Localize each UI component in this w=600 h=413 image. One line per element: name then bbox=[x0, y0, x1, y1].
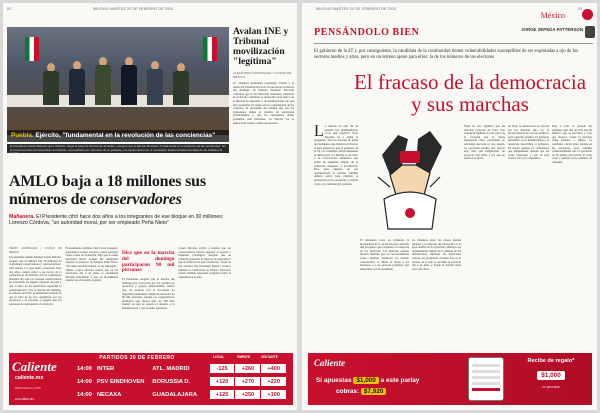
away-team: BORUSSIA D. bbox=[152, 378, 191, 385]
match-row[interactable] bbox=[77, 375, 287, 388]
odds-away[interactable]: +220 bbox=[261, 377, 286, 386]
folio-number: 02 bbox=[7, 7, 12, 11]
author-avatar bbox=[585, 26, 595, 38]
deck-lead: Mañanera. bbox=[9, 214, 35, 220]
drop-cap: L bbox=[314, 123, 324, 140]
bonus-label: Recibe de regalo* bbox=[527, 358, 575, 364]
parlay-line-1: Si apuestas $1,000 a este parlay bbox=[316, 377, 420, 384]
main-story-columns bbox=[9, 247, 231, 351]
folio-date: MILENIO MARTES 20 DE FEBRERO DE 2024 bbox=[93, 7, 174, 11]
ceremony-photo bbox=[7, 27, 229, 135]
story-column-1: PEDRO DOMÍNGUEZ / CIUDAD DE MÉXICO El presidente Andrés Manuel López Obrador aseguró que en México hay 18 millones de ciudadanos conservadores y 'aspiracionistas', cifra menor a la que había presentado hace dos años, cuando ubicó a ese sector de la población en 30 millones. En su conferencia matutina dijo que los votantes conservadores se concentran en algunas regiones del país y que el resto de los mexicanos respaldan la transformación. Tras la marcha del domingo en defensa del INE, el mandatario insistió en que se trató de un acto organizado por los opositores a su gobierno y aseguró que los asistentes no representan a la mayoría. bbox=[9, 247, 62, 306]
article-column-1: La marcha de este fin de semana fue multitudinaria, ¿Con qué objetivo? Todo depende de a quién le pregunten. Tras los decenas de miles de ciudadanos que llenaron el Zócalo, la idea general es que el gobierno de la 4T y la candidata oficial amenazan la democracia. La marcha es un éxito y su convocatoria demuestra que existe un segmento amplio de la población dispuesto a movilizarse. Pero para algunos de sus organizadores la marcha también debería servir para cambiar la percepción en las encuestas y restarle votos a la candidata del gobierno. bbox=[314, 123, 358, 186]
photo-caption bbox=[7, 130, 229, 142]
headline-deck bbox=[9, 214, 231, 227]
app-download-label: DESCARGA LA APP bbox=[15, 386, 41, 390]
photo-credit: El presidente Andrés Manuel López Obrador, elogió al papel de las fuerzas armadas y aseguró que el Ejército Mexicano "fundamental en la revolución de las conciencias". En la conmemoración del aniversario del instituto, acompañado por miembros de su gabinete y la cúpula castrense, el mandatario federal enfatizó la lealtad de los soldados al pueblo. bbox=[7, 144, 229, 153]
parlay-payout: $7,920 bbox=[361, 388, 387, 395]
home-team: NECAXA bbox=[96, 391, 122, 398]
league-sponsor: LIGA BBVA MX bbox=[15, 397, 35, 401]
match-time: 14:00 bbox=[77, 378, 92, 385]
parlay-line-2: cobras: $7,920 bbox=[336, 388, 386, 395]
odds-head-away: VISITANTE bbox=[261, 355, 278, 359]
home-team: INTER bbox=[96, 365, 115, 372]
headline-italic: conservadores bbox=[90, 191, 182, 208]
matches-title: PARTIDOS 20 DE FEBRERO bbox=[99, 355, 175, 361]
away-team: ATL. MADRID bbox=[152, 365, 190, 372]
phone-mockup-icon bbox=[468, 357, 504, 401]
odds-local[interactable]: +120 bbox=[210, 377, 235, 386]
section-name: México bbox=[540, 11, 565, 20]
parlay-ad-logo: Caliente bbox=[314, 358, 345, 368]
caliente-logo: Caliente bbox=[12, 359, 57, 374]
folio-number: 03 bbox=[578, 7, 583, 11]
photo-caption-text: Ejército, "fundamental en la revolución de las conciencias" bbox=[35, 132, 216, 139]
ceremony-table bbox=[7, 95, 229, 107]
divider bbox=[314, 43, 593, 44]
article-column-6: Pese a todo, la jornada del domingo dejó una lección: hay un México que se moviliza y otro que observa. Ganar la elección exige hablarle a ambos. La candidata oficial tiene ventaja en las encuestas, pero también vulnerabilidades que la oposición no ha sabido aprovechar. El reloj corre y quedan pocas semanas de campaña. bbox=[552, 124, 592, 164]
column-headline: El fracaso de la democracia y sus marchas bbox=[353, 70, 587, 116]
side-story-body: La consejera presidenta Guadalupe Taddei y el titular del Tribunal Electoral reconocieron la marcha del domingo. El Instituto Nacional Electoral considera que la movilización ciudadana celebrada en el Zócalo capitalino se desarrolló en el marco de la libertad de expresión y de manifestación, sin que ello represente un riesgo para la organización de los comicios. El presidente del tribunal dijo que los ciudadanos tienen el derecho de expresarse pacíficamente y que las autoridades deben garantizar esas libertades. La marcha por la democracia reunió a miles de personas. bbox=[233, 81, 294, 125]
main-headline: AMLO baja a 18 millones sus números de conservadores bbox=[9, 173, 206, 208]
side-story-byline: ALEJANDRO DOMÍNGUEZ / CIUDAD DE MÉXICO bbox=[233, 71, 292, 79]
match-list bbox=[77, 362, 287, 401]
flag-icon bbox=[25, 37, 39, 61]
article-column-3: La distancia entre las clases medias urbanas y la mayoría del electorado es el gran desafío de la oposición. Mientras los organizadores hablan de la defensa de las instituciones, millones de mexicanos valoran los programas sociales. Ese es el terreno en el que se decidirá la elección del 2 de junio y donde la marcha tiene poco que decir. bbox=[412, 238, 461, 271]
story-column-3: Dice que en la marcha del domingo participaron 90 mil personas El Presidente aseguró que la marcha del domingo fue convocada por los partidos de oposición y grupos empresariales. Indicó que, de acuerdo con la Secretaría de Seguridad Ciudadana, asistieron alrededor de 90 mil personas, aunque los organizadores afirmaron que fueron más de 700 mil. Insistió en que se respeta el derecho a la manifestación y que no hubo represión. bbox=[122, 250, 175, 310]
left-page bbox=[3, 3, 297, 410]
column-summary: El gobierno de la 4T y, por consiguiente, la candidata de la continuidad tienen vulnerabilidades susceptibles de ser explotadas a ojo de los sectores medios y altos, pero en un terreno ajeno para ellos: la de los números de los electores bbox=[314, 49, 579, 61]
odds-head-local: LOCAL bbox=[213, 355, 225, 359]
right-page bbox=[302, 3, 597, 410]
story-column-4: López Obrador volvió a señalar que los conservadores buscan regresar al pasado y mantener privilegios. Aseguró que su gobierno garantiza la libertad de expresión y que la democracia está fortalecida. "Aquí no hay censura, hay libertades plenas", sostuvo durante la conferencia en Palacio Nacional, donde también respondió preguntas sobre la seguridad en el país. bbox=[178, 246, 231, 279]
parlay-ad[interactable] bbox=[308, 353, 592, 405]
side-story-title: Avalan INE y Tribunal movilización "legítima" bbox=[233, 26, 289, 67]
column-author: JORGE ZEPEDA PATTERSON bbox=[521, 27, 583, 32]
home-team: PSV EINDHOVEN bbox=[96, 378, 145, 385]
deck-text: El Presidente cifró hace dos años a los integrantes de ese bloque en 30 millones; Lorenzo Córdova, "un autoridad moral, por ser empleado Peña Nieto" bbox=[9, 214, 224, 227]
main-story-byline: PEDRO DOMÍNGUEZ / CIUDAD DE MÉXICO bbox=[9, 247, 62, 254]
article-column-5: Al final, la democracia no fracasa por las marchas sino por la incapacidad de los actores políticos para construir puentes. El gobierno descalifica a los manifestantes y la oposición descalifica al gobierno. En medio quedan los ciudadanos que simplemente quieren que las cosas funcionen y que el país avance con paz y seguridad. bbox=[508, 124, 549, 161]
side-story bbox=[233, 27, 294, 125]
odds-draw[interactable]: +250 bbox=[235, 390, 260, 399]
bonus-subtext: en apuestas bbox=[542, 385, 560, 389]
pull-quote: Dice que en la marcha del domingo participaron 90 mil personas bbox=[122, 250, 175, 274]
caliente-odds-ad[interactable] bbox=[9, 353, 293, 405]
odds-draw[interactable]: +270 bbox=[235, 377, 260, 386]
match-row[interactable] bbox=[77, 362, 287, 375]
odds-local[interactable]: +125 bbox=[210, 390, 235, 399]
parlay-stake: $1,000 bbox=[353, 377, 379, 384]
odds-draw[interactable]: +260 bbox=[235, 364, 260, 373]
flag-icon bbox=[203, 37, 217, 61]
match-time: 14:00 bbox=[77, 365, 92, 372]
story-column-2: El mandatario también criticó al ex consejero presidente Lorenzo Córdova, quien participó como orador en la marcha. Dijo que no tiene autoridad moral porque fue designado durante el gobierno de Enrique Peña Nieto. "No tiene autoridad moral, es un empleado", afirmó. López Obrador reiteró que en las elecciones del 2 de junio la ciudadanía decidirá libremente y que su movimiento cuenta con el respaldo popular. bbox=[65, 246, 118, 283]
odds-head-draw: EMPATE bbox=[237, 355, 251, 359]
caliente-url[interactable]: caliente.mx bbox=[15, 375, 44, 381]
column-title: PENSÁNDOLO BIEN bbox=[314, 27, 420, 38]
hands-illustration-icon bbox=[360, 125, 460, 235]
away-team: GUADALAJARA bbox=[152, 391, 198, 398]
article-column-4: Nada de esto significa que las marchas carezcan de valor. Son expresión legítima de una parte de la sociedad que se siente amenazada. Pero convertirlas en estrategia electoral es otro asunto. La oposición tendría que ofrecer algo más que indignación: un proyecto que hable a los que no están en la plaza. bbox=[464, 124, 505, 161]
match-time: 14:00 bbox=[77, 391, 92, 398]
bonus-amount: $1,000 bbox=[537, 371, 565, 380]
odds-away[interactable]: +400 bbox=[261, 364, 286, 373]
section-logo-icon bbox=[582, 9, 593, 20]
bonus-offer[interactable] bbox=[514, 358, 588, 389]
match-row[interactable] bbox=[77, 388, 287, 401]
article-column-2: El fenómeno pone en evidencia la incapacidad de la oposición para articular una propuesta que convenza a la mayoría de los electores. Las marchas pueden mostrar músculo pero no necesariamente votos. Quienes asistieron ya estaban convencidos; lo difícil es atraer a los indecisos y a los sectores populares que simpatizan con el presidente. bbox=[360, 238, 409, 271]
odds-local[interactable]: -125 bbox=[210, 364, 235, 373]
photo-caption-city: Puebla. bbox=[11, 132, 34, 139]
odds-away[interactable]: +100 bbox=[261, 390, 286, 399]
folio-date: MILENIO MARTES 20 DE FEBRERO DE 2024 bbox=[316, 7, 397, 11]
